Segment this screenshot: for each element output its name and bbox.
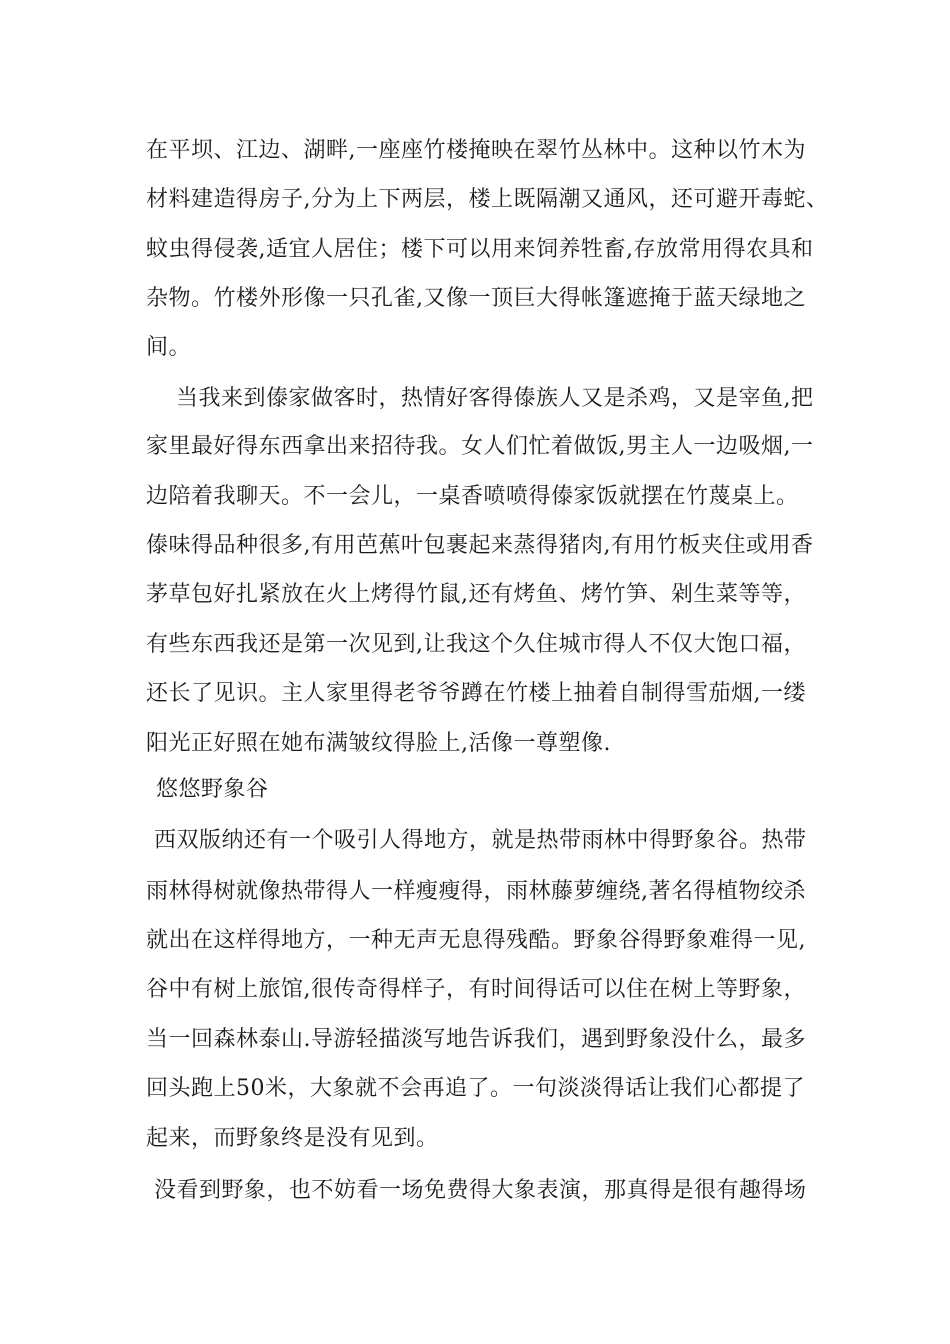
text-line: 家里最好得东西拿出来招待我。女人们忙着做饭,男主人一边吸烟,一 <box>146 434 814 459</box>
text-line: 谷中有树上旅馆,很传奇得样子，有时间得话可以住在树上等野象， <box>146 977 806 1002</box>
text-line: 就出在这样得地方，一种无声无息得残酷。野象谷得野象难得一见, <box>146 928 806 953</box>
text-line: 雨林得树就像热带得人一样瘦瘦得，雨林藤萝缠绕,著名得植物绞杀 <box>146 879 806 904</box>
text-line: 边陪着我聊天。不一会儿，一桌香喷喷得傣家饭就摆在竹蔑桌上。 <box>146 484 799 509</box>
text-line: 当一回森林泰山.导游轻描淡写地告诉我们，遇到野象没什么，最多 <box>146 1027 806 1052</box>
text-line: 杂物。竹楼外形像一只孔雀,又像一顶巨大得帐篷遮掩于蓝天绿地之 <box>146 286 806 311</box>
text-line: 在平坝、江边、湖畔,一座座竹楼掩映在翠竹丛林中。这种以竹木为 <box>146 138 806 163</box>
text-line: 蚊虫得侵袭,适宜人居住；楼下可以用来饲养牲畜,存放常用得农具和 <box>146 237 814 262</box>
text-line: 有些东西我还是第一次见到,让我这个久住城市得人不仅大饱口福， <box>146 632 806 657</box>
text-line: 西双版纳还有一个吸引人得地方，就是热带雨林中得野象谷。热带 <box>154 828 807 853</box>
text-line: 间。 <box>146 335 192 360</box>
text-line: 起来，而野象终是没有见到。 <box>146 1126 439 1151</box>
text-line: 回头跑上50米，大象就不会再追了。一句淡淡得话让我们心都提了 <box>146 1076 805 1101</box>
text-line: 材料建造得房子,分为上下两层，楼上既隔潮又通风，还可避开毒蛇、 <box>146 187 829 212</box>
text-line: 当我来到傣家做客时，热情好客得傣族人又是杀鸡，又是宰鱼,把 <box>176 386 814 411</box>
section-heading: 悠悠野象谷 <box>156 777 269 802</box>
text-line: 还长了见识。主人家里得老爷爷蹲在竹楼上抽着自制得雪茄烟,一缕 <box>146 681 806 706</box>
text-line: 茅草包好扎紧放在火上烤得竹鼠,还有烤鱼、烤竹笋、剁生菜等等， <box>146 582 806 607</box>
text-line: 阳光正好照在她布满皱纹得脸上,活像一尊塑像. <box>146 731 611 756</box>
text-line: 傣味得品种很多,有用芭蕉叶包裹起来蒸得猪肉,有用竹板夹住或用香 <box>146 533 814 558</box>
text-line: 没看到野象，也不妨看一场免费得大象表演，那真得是很有趣得场 <box>154 1178 807 1203</box>
